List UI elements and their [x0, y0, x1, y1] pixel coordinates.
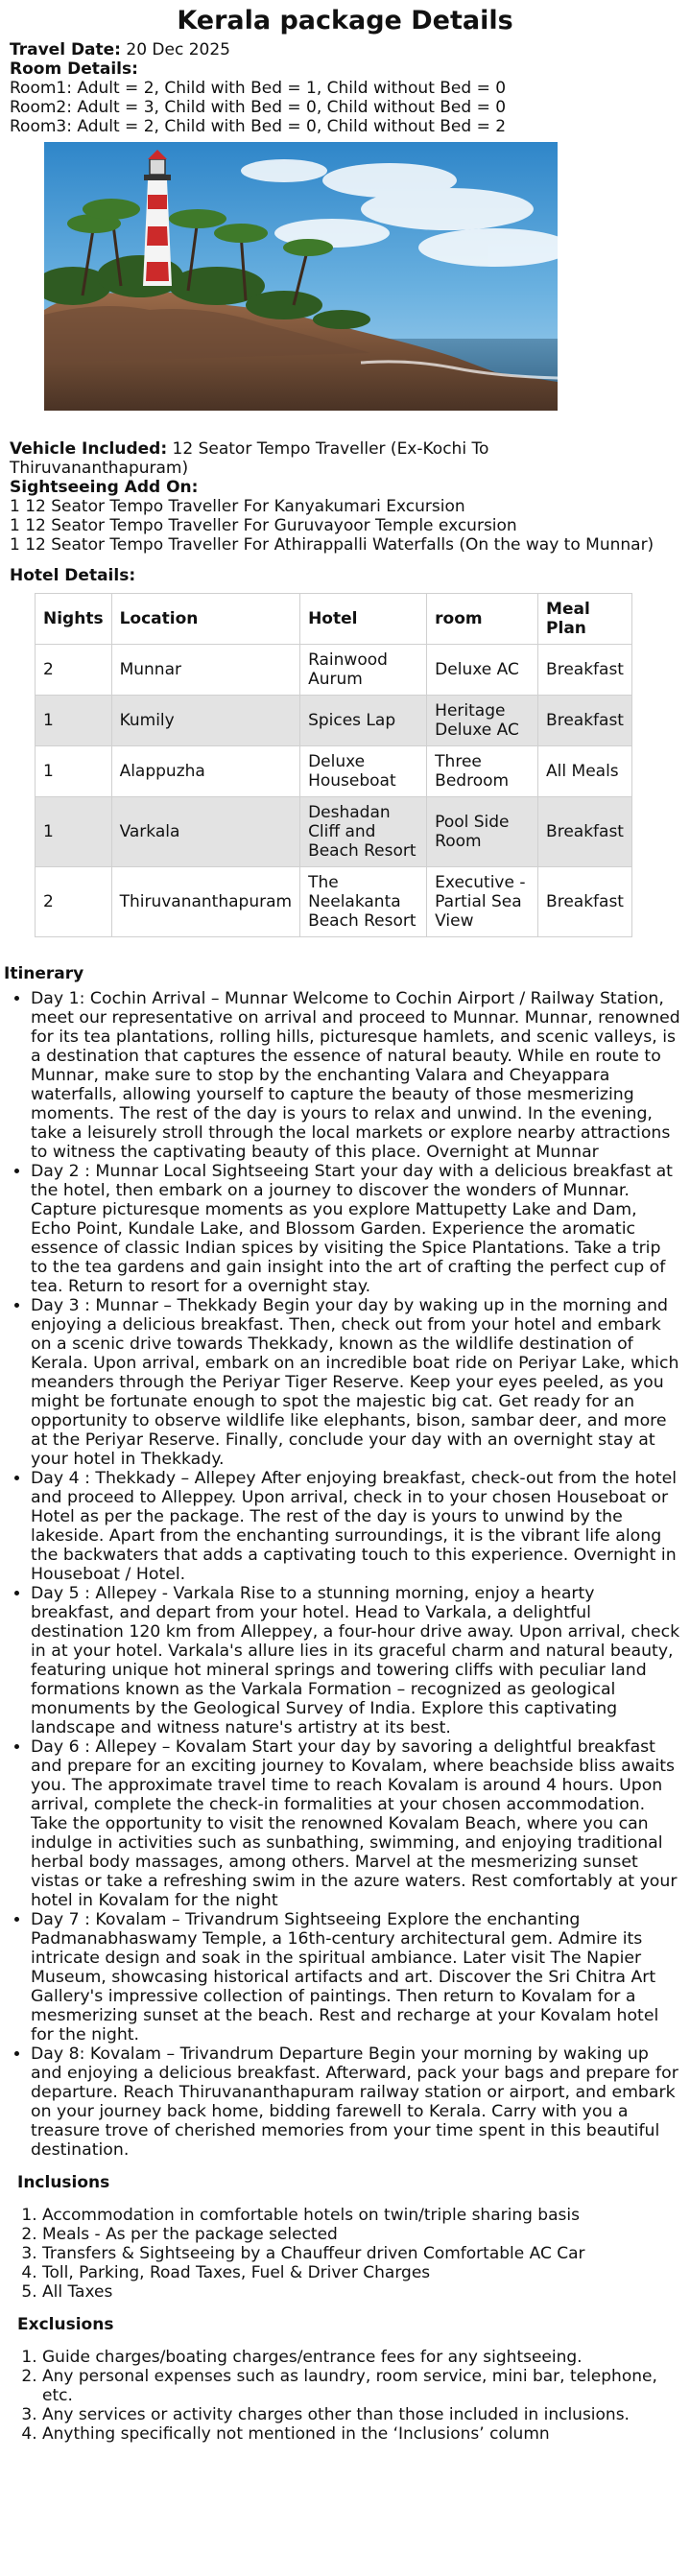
column-header: Hotel: [300, 594, 427, 645]
travel-date-value: 20 Dec 2025: [126, 40, 230, 59]
table-cell: Pool Side Room: [427, 797, 538, 867]
itinerary-day: • Day 2 : Munnar Local Sightseeing Start your day with a delicious breakfast at the hotel, then embark on a journey to discover the wonders of Munnar. Capture picturesque moments as you explore Mattupetty Lake and Dam, Echo Point, Kundale Lake, and Blossom Garden. Experience the aromatic essence of classic Indian spices by visiting the Spice Plantations. Take a trip to the tea gardens and gain insight into the art of crafting the perfect cup of tea. Return to resort for a overnight stay.: [31, 1162, 680, 1296]
itinerary-day: • Day 8: Kovalam – Trivandrum Departure Begin your morning by waking up and enjoying a delicious breakfast. Afterward, pack your bags and prepare for departure. Reach Thiruvananthapuram railway station or airport, and embark on your journey back home, bidding farewell to Kerala. Carry with you a treasure trove of cherished memories from your time spent in this beautiful destination.: [31, 2044, 680, 2160]
room-details-label: Room Details:: [10, 59, 138, 79]
inclusions-heading: Inclusions: [17, 2173, 110, 2192]
table-cell: 1: [36, 696, 112, 746]
table-cell: Rainwood Aurum: [300, 645, 427, 696]
table-header-row: [36, 594, 632, 645]
list-item: 3. Any services or activity charges other than those included in inclusions.: [42, 2405, 680, 2424]
exclusions-heading: Exclusions: [17, 2315, 114, 2334]
lighthouse-beach-photo: [44, 142, 558, 411]
table-cell: Thiruvananthapuram: [111, 867, 299, 937]
itinerary-day: • Day 3 : Munnar – Thekkady Begin your day by waking up in the morning and enjoying a delicious breakfast. Then, check out from your hotel and embark on a scenic drive towards Thekkady, known as the wildlife destination of Kerala. Upon arrival, embark on an incredible boat ride on Periyar Lake, which meanders through the Periyar Tiger Reserve. Keep your eyes peeled, as you might be fortunate enough to spot the majestic big cat. Get ready for an opportunity to observe wildlife like elephants, bison, sambar deer, and more at the Periyar Reserve. Finally, conclude your day with an overnight stay at your hotel in Thekkady.: [31, 1296, 680, 1469]
hotel-details-label: Hotel Details:: [10, 566, 136, 585]
list-item: 2. Meals - As per the package selected: [42, 2225, 680, 2244]
table-cell: Breakfast: [538, 867, 632, 937]
itinerary-heading: Itinerary: [4, 964, 84, 983]
room-line: Room1: Adult = 2, Child with Bed = 1, Child without Bed = 0: [10, 79, 507, 98]
sightseeing-label: Sightseeing Add On:: [10, 478, 199, 497]
exclusions-list: [10, 2348, 680, 2444]
table-cell: Breakfast: [538, 696, 632, 746]
table-cell: All Meals: [538, 746, 632, 797]
itinerary-day: • Day 7 : Kovalam – Trivandrum Sightseeing Explore the enchanting Padmanabhaswamy Temple, a 16th-century architectural gem. Admire its intricate design and soak in the spiritual ambiance. Later visit The Napier Museum, showcasing historical artifacts and art. Discover the Sri Chitra Art Gallery's impressive collection of paintings. Then return to Kovalam for a mesmerizing sunset at the beach. Rest and recharge at your Kovalam hotel for the night.: [31, 1910, 680, 2044]
table-cell: 1: [36, 797, 112, 867]
table-cell: 1: [36, 746, 112, 797]
table-cell: Executive - Partial Sea View: [427, 867, 538, 937]
itinerary-day: • Day 5 : Allepey - Varkala Rise to a stunning morning, enjoy a hearty breakfast, and depart from your hotel. Head to Varkala, a delightful destination 120 km from Alleppey, a four-hour drive away. Upon arrival, check in at your hotel. Varkala's allure lies in its graceful charm and natural beauty, featuring unique hot mineral springs and towering cliffs with peculiar land formations known as the Varkala Formation – recognized as geological monuments by the Geological Survey of India. Explore this captivating landscape and witness nature's artistry at its best.: [31, 1584, 680, 1737]
vehicle-value-cont: Thiruvananthapuram): [10, 459, 189, 478]
itinerary-list: [10, 989, 680, 2160]
table-cell: 2: [36, 645, 112, 696]
travel-date-label: Travel Date:: [10, 40, 121, 59]
itinerary-day: • Day 4 : Thekkady – Allepey After enjoying breakfast, check-out from the hotel and proceed to Alleppey. Upon arrival, check in to your chosen Houseboat or Hotel as per the package. The rest of the day is yours to unwind by the lakeside. Apart from the enchanting surroundings, it is the vibrant life along the backwaters that adds a captivating touch to this experience. Overnight in Houseboat / Hotel.: [31, 1469, 680, 1584]
table-cell: Spices Lap: [300, 696, 427, 746]
column-header: Location: [111, 594, 299, 645]
table-cell: 2: [36, 867, 112, 937]
column-header: room: [427, 594, 538, 645]
table-row: [36, 797, 632, 867]
room-line: Room3: Adult = 2, Child with Bed = 0, Child without Bed = 2: [10, 117, 507, 136]
table-cell: Deshadan Cliff and Beach Resort: [300, 797, 427, 867]
list-item: 4. Toll, Parking, Road Taxes, Fuel & Driver Charges: [42, 2263, 680, 2282]
list-item: 4. Anything specifically not mentioned in the ‘Inclusions’ column: [42, 2424, 680, 2444]
table-cell: Deluxe AC: [427, 645, 538, 696]
vehicle-value: 12 Seator Tempo Traveller (Ex-Kochi To: [172, 439, 489, 459]
itinerary-day: • Day 1: Cochin Arrival – Munnar Welcome to Cochin Airport / Railway Station, meet our representative on arrival and proceed to Munnar. Munnar, renowned for its tea plantations, rolling hills, picturesque hamlets, and scenic valleys, is a destination that captures the essence of natural beauty. While en route to Munnar, make sure to stop by the enchanting Valara and Cheyappara waterfalls, allowing yourself to capture the beauty of those mesmerizing moments. The rest of the day is yours to relax and unwind. In the evening, take a leisurely stroll through the local markets or explore nearby attractions to witness the captivating beauty of this place. Overnight at Munnar: [31, 989, 680, 1162]
vehicle-line: [10, 439, 680, 459]
list-item: 3. Transfers & Sightseeing by a Chauffeur driven Comfortable AC Car: [42, 2244, 680, 2263]
table-cell: Munnar: [111, 645, 299, 696]
list-item: 1. Accommodation in comfortable hotels on twin/triple sharing basis: [42, 2206, 680, 2225]
hotel-table: [35, 593, 632, 937]
table-cell: Three Bedroom: [427, 746, 538, 797]
sightseeing-item: 1 12 Seator Tempo Traveller For Athirappalli Waterfalls (On the way to Munnar): [10, 535, 654, 555]
vehicle-label: Vehicle Included:: [10, 439, 168, 459]
table-row: [36, 867, 632, 937]
table-row: [36, 696, 632, 746]
table-cell: Heritage Deluxe AC: [427, 696, 538, 746]
inclusions-list: [10, 2206, 680, 2302]
sightseeing-item: 1 12 Seator Tempo Traveller For Kanyakumari Excursion: [10, 497, 465, 516]
table-cell: Breakfast: [538, 797, 632, 867]
list-item: 2. Any personal expenses such as laundry, room service, mini bar, telephone, etc.: [42, 2367, 680, 2405]
column-header: Meal Plan: [538, 594, 632, 645]
table-cell: Kumily: [111, 696, 299, 746]
travel-date-line: [10, 40, 680, 59]
list-item: 5. All Taxes: [42, 2282, 680, 2302]
table-row: [36, 645, 632, 696]
sightseeing-item: 1 12 Seator Tempo Traveller For Guruvayoor Temple excursion: [10, 516, 517, 535]
table-cell: The Neelakanta Beach Resort: [300, 867, 427, 937]
column-header: Nights: [36, 594, 112, 645]
table-cell: Deluxe Houseboat: [300, 746, 427, 797]
itinerary-day: • Day 6 : Allepey – Kovalam Start your day by savoring a delightful breakfast and prepare for an exciting journey to Kovalam, where beachside bliss awaits you. The approximate travel time to reach Kovalam is around 4 hours. Upon arrival, complete the check-in formalities at your chosen accommodation. Take the opportunity to visit the renowned Kovalam Beach, where you can indulge in activities such as sunbathing, swimming, and enjoying traditional herbal body massages, among others. Marvel at the mesmerizing sunset vistas or take a refreshing swim in the azure waters. Rest comfortably at your hotel in Kovalam for the night: [31, 1737, 680, 1910]
page-title: Kerala package Details: [177, 6, 513, 35]
list-item: 1. Guide charges/boating charges/entrance fees for any sightseeing.: [42, 2348, 680, 2367]
table-cell: Varkala: [111, 797, 299, 867]
table-row: [36, 746, 632, 797]
room-line: Room2: Adult = 3, Child with Bed = 0, Child without Bed = 0: [10, 98, 507, 117]
table-cell: Alappuzha: [111, 746, 299, 797]
table-cell: Breakfast: [538, 645, 632, 696]
